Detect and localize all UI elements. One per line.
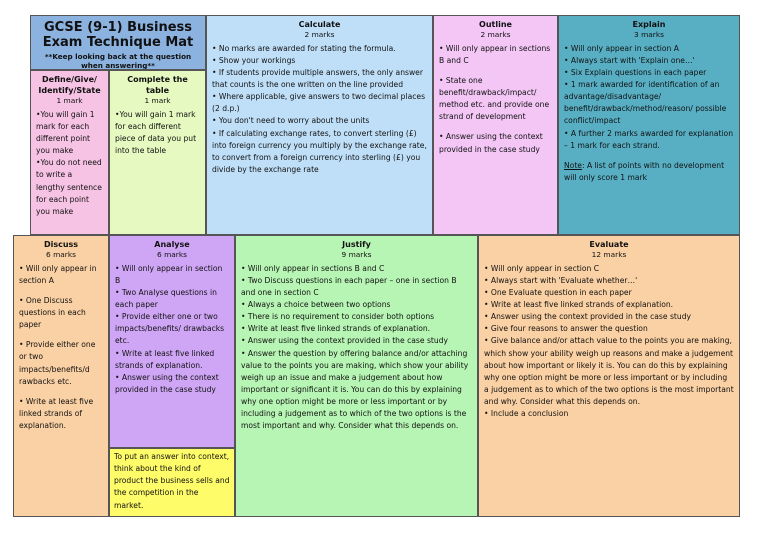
discuss-point: • Write at least five linked strands of explanation. xyxy=(19,396,94,431)
evaluate-point: • Will only appear in section C xyxy=(484,263,600,273)
complete-marks: 1 mark xyxy=(144,96,171,106)
discuss-box xyxy=(13,235,109,517)
justify-point: • Will only appear in sections B and C xyxy=(241,263,385,273)
calculate-point: • Show your workings xyxy=(212,55,296,65)
discuss-point: • Provide either one or two impacts/benefits/d rawbacks etc. xyxy=(19,340,96,386)
define-point: •You do not need to write a lengthy sentence for each point you make xyxy=(36,158,102,216)
explain-point: • A further 2 marks awarded for explanation – 1 mark for each strand. xyxy=(564,128,734,150)
outline-box xyxy=(433,15,558,235)
explain-point: • Six Explain questions in each paper xyxy=(564,67,707,77)
explain-marks: 3 marks xyxy=(634,30,664,40)
analyse-point: • Answer using the context provided in the case study xyxy=(115,372,219,394)
justify-point: • Always a choice between two options xyxy=(241,299,391,309)
complete-point: •You will gain 1 mark for each different piece of data you put into the table xyxy=(115,109,197,156)
analyse-heading: Analyse xyxy=(154,240,190,249)
mat-title-block xyxy=(30,15,206,70)
evaluate-box xyxy=(478,235,740,517)
analyse-marks: 6 marks xyxy=(157,250,187,260)
outline-marks: 2 marks xyxy=(480,30,511,40)
discuss-point: • One Discuss questions in each paper xyxy=(19,295,86,330)
discuss-marks: 6 marks xyxy=(46,250,76,260)
justify-point: • Two Discuss questions in each paper – one in section B and one in section C xyxy=(241,275,457,297)
discuss-heading: Discuss xyxy=(43,240,79,249)
define-heading: Define/Give/ Identify/State xyxy=(38,75,101,96)
define-point: •You will gain 1 mark for each different point you make xyxy=(36,109,95,156)
outline-point: • State one benefit/drawback/impact/ method etc. and provide one strand of development xyxy=(439,75,550,122)
evaluate-point: • Always start with 'Evaluate whether…' xyxy=(484,275,638,285)
explain-note-label: Note xyxy=(564,160,582,170)
justify-point: • Answer the question by offering balance and/or attaching value to the points you are making, which show your ability weigh up an issue and make a judgement about how important or significant it is. You can do this by explaining why one option might be more or less important or by including a judgement as to which of the two options is the most important and why. Consider what this depends on. xyxy=(241,348,469,431)
define-marks: 1 mark xyxy=(56,96,83,106)
analyse-point: • Provide either one or two impacts/benefits/ drawbacks etc. xyxy=(115,312,225,346)
analyse-tip-text: To put an answer into context, think about the kind of product the business sells and the competition in the market. xyxy=(114,452,230,510)
calculate-box xyxy=(206,15,433,235)
complete-heading: Complete the table xyxy=(127,75,188,96)
justify-point: • There is no requirement to consider both options xyxy=(241,312,435,322)
explain-note xyxy=(564,160,734,184)
outline-point: • Will only appear in sections B and C xyxy=(439,43,551,65)
evaluate-point: • Give four reasons to answer the question xyxy=(484,324,648,334)
discuss-point: • Will only appear in section A xyxy=(19,263,97,285)
outline-point: • Answer using the context provided in the case study xyxy=(439,132,543,154)
explain-box xyxy=(558,15,740,235)
analyse-point: • Write at least five linked strands of explanation. xyxy=(115,348,215,370)
analyse-box xyxy=(109,235,235,448)
evaluate-point: • Include a conclusion xyxy=(484,409,569,419)
justify-point: • Answer using the context provided in the case study xyxy=(241,336,449,346)
evaluate-marks: 12 marks xyxy=(591,250,627,260)
justify-box xyxy=(235,235,478,517)
explain-point: • Will only appear in section A xyxy=(564,43,679,53)
explain-point: • 1 mark awarded for identification of an advantage/disadvantage/ benefit/drawback/method/reason/ possible conflict/impact xyxy=(564,79,727,126)
justify-heading: Justify xyxy=(342,240,371,249)
calculate-point: • Where applicable, give answers to two decimal places (2 d.p.) xyxy=(212,92,426,114)
define-box xyxy=(30,70,109,235)
complete-table-box xyxy=(109,70,206,235)
analyse-point: • Will only appear in section B xyxy=(115,263,223,285)
calculate-heading: Calculate xyxy=(298,20,341,29)
explain-note-text: : A list of points with no development will only score 1 mark xyxy=(564,160,725,182)
evaluate-heading: Evaluate xyxy=(589,240,629,249)
justify-marks: 9 marks xyxy=(341,250,372,260)
evaluate-point: • Answer using the context provided in the case study xyxy=(484,312,692,322)
analyse-point: • Two Analyse questions in each paper xyxy=(115,287,217,309)
explain-point: • Always start with 'Explain one…' xyxy=(564,55,695,65)
evaluate-point: • Give balance and/or attach value to the points you are making, which show your ability weigh up reasons and make a judgement about how important or likely it is. You can do this by explaining why one option might be more or less important or by including a judgement as to which of the two options is the most important and why. Consider what this depends on. xyxy=(484,336,734,407)
calculate-point: • If calculating exchange rates, to convert sterling (£) into foreign currency you multiply by the exchange rate, to convert from a foreign currency into sterling (£) you divide by the exchange rate xyxy=(212,128,427,174)
title-subtitle: **Keep looking back at the question when answering** xyxy=(44,51,192,70)
title-line-1: GCSE (9-1) Business xyxy=(43,20,193,35)
evaluate-point: • One Evaluate question in each paper xyxy=(484,287,632,297)
title-line-2: Exam Technique Mat xyxy=(42,34,194,50)
outline-heading: Outline xyxy=(479,20,512,29)
analyse-context-tip xyxy=(109,448,235,517)
evaluate-point: • Write at least five linked strands of explanation. xyxy=(484,299,674,309)
justify-point: • Write at least five linked strands of explanation. xyxy=(241,324,431,334)
calculate-point: • No marks are awarded for stating the formula. xyxy=(212,43,396,53)
explain-heading: Explain xyxy=(632,20,666,29)
calculate-point: • You don't need to worry about the units xyxy=(212,116,370,126)
calculate-marks: 2 marks xyxy=(304,30,335,40)
calculate-point: • If students provide multiple answers, the only answer that counts is the one written on the line provided xyxy=(212,67,423,89)
